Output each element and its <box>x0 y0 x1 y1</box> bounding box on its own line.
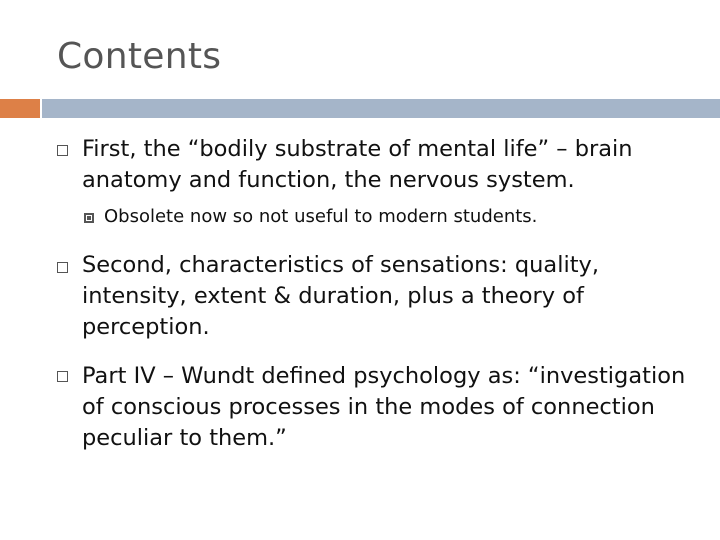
bullet-square-icon <box>57 145 68 156</box>
slide-title: Contents <box>57 36 222 77</box>
accent-bar-orange <box>0 99 40 118</box>
bullet-item-3: Part IV – Wundt defined psychology as: “investigation of conscious processes in the modes of connection peculiar to them.” <box>82 363 686 451</box>
sub-bullet-square-icon <box>84 213 94 223</box>
bullet-item-2: Second, characteristics of sensations: quality, intensity, extent & duration, plus a theory of perception. <box>82 252 599 340</box>
bullet-square-icon <box>57 262 68 273</box>
bullet-square-icon <box>57 371 68 382</box>
accent-bar-blue <box>42 99 720 118</box>
bullet-item-1: First, the “bodily substrate of mental life” – brain anatomy and function, the nervous system. <box>82 136 633 193</box>
sub-bullet-item-1: Obsolete now so not useful to modern students. <box>104 206 538 227</box>
